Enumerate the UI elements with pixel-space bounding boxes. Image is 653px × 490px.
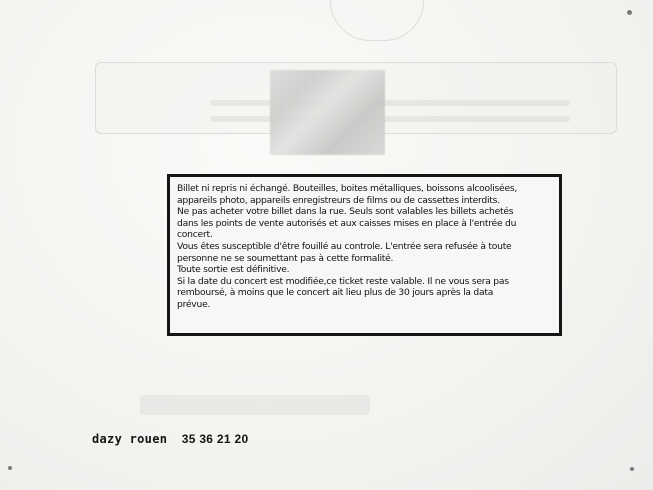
printer-phone: 35 36 21 20 xyxy=(181,432,249,446)
terms-line: appareils photo, appareils enregistreurs de films ou de cassettes interdits. xyxy=(177,194,500,206)
terms-line: remboursé, à moins que le concert ait lieu plus de 30 jours après la data xyxy=(177,287,494,299)
terms-line: Vous êtes susceptible d'être fouillé au controle. L'entrée sera refusée à toute xyxy=(177,240,512,252)
ink-speck xyxy=(8,466,12,470)
terms-line: Si la date du concert est modifiée,ce ticket reste valable. Il ne vous sera pas xyxy=(177,275,509,287)
ink-speck xyxy=(627,10,632,15)
embossed-logo-mark xyxy=(330,0,424,41)
tape-residue-patch xyxy=(270,70,385,155)
embossed-text-ghost xyxy=(210,100,570,140)
terms-line: personne ne se soumettant pas à cette formalité. xyxy=(177,252,394,264)
terms-line: Billet ni repris ni échangé. Bouteilles, boites métalliques, boissons alcoolisées, xyxy=(177,183,518,194)
terms-line: dans les points de vente autorisés et aux caisses mises en place à l'entrée du xyxy=(177,217,517,229)
printer-name: dazy rouen xyxy=(92,432,168,446)
terms-line: Ne pas acheter votre billet dans la rue. Seuls sont valables les billets achetés xyxy=(177,206,514,218)
terms-line: Toute sortie est définitive. xyxy=(177,264,290,276)
terms-and-conditions-box xyxy=(167,174,562,336)
terms-line: prévue. xyxy=(177,298,211,310)
printer-imprint xyxy=(92,432,248,446)
faint-emboss-stamp xyxy=(140,395,370,415)
ink-speck xyxy=(630,467,634,471)
terms-line: concert. xyxy=(177,229,213,241)
terms-text xyxy=(177,183,553,311)
